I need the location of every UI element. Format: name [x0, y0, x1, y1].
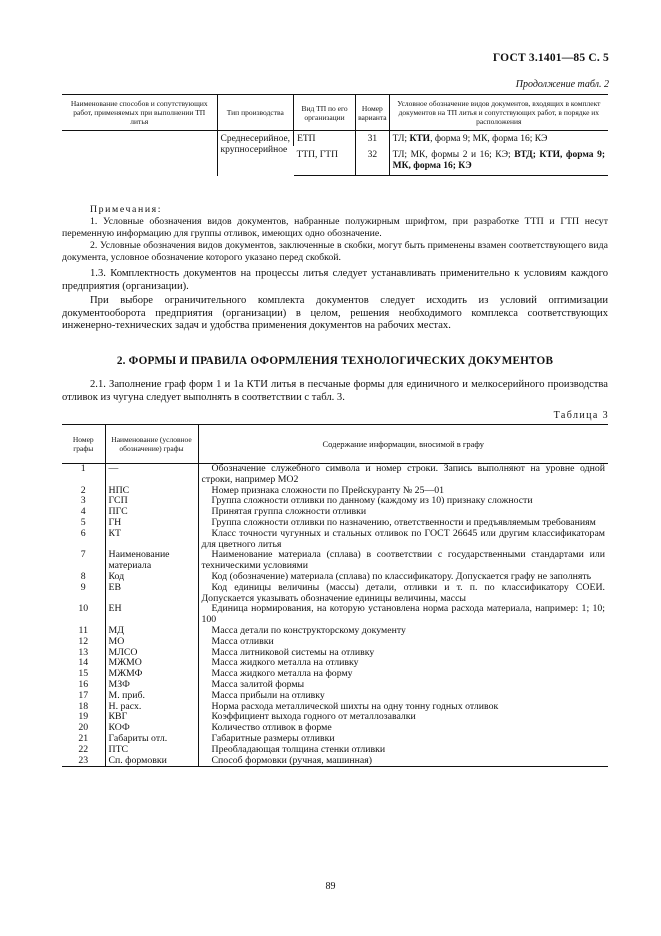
- table-3-cell-name: ГН: [105, 518, 198, 529]
- table-3-cell-name: ПТС: [105, 745, 198, 756]
- docs-bold: ВТД; КТИ, форма 9; МК, форма 16; КЭ: [392, 150, 605, 171]
- table-3-cell-content: Норма расхода металлической шихты на одну тонну годных отливок: [198, 702, 608, 713]
- docs-bold: КТИ: [409, 134, 431, 144]
- docs-regular: ТЛ; МК, формы 2 и 16; КЭ;: [392, 150, 515, 160]
- notes-block: [62, 204, 608, 264]
- table-3-cell-number: 15: [78, 668, 89, 680]
- table-3-cell-number: 4: [80, 506, 86, 518]
- table-row: [62, 691, 608, 702]
- table-3-cell-number: 20: [78, 722, 89, 734]
- table-3-cell-name: КВГ: [105, 712, 198, 723]
- table-3-cell-content: Масса отливки: [198, 637, 608, 648]
- table-3-cell-name: КОФ: [105, 723, 198, 734]
- table-3-cell-content: Обозначение служебного символа и номер строки. Запись выполняют на уровне одной строки, например МО2: [198, 464, 608, 486]
- table-3-cell-number: 21: [78, 732, 89, 744]
- table-3-cell-content: Группа сложности отливки по назначению, ответственности и предъявляемым требованиям: [198, 518, 608, 529]
- table-3-cell-number: 23: [62, 756, 105, 767]
- table-2-header-tp-type: Вид ТП по его организации: [294, 95, 356, 131]
- table-3-cell-content: Номер признака сложности по Прейскуранту № 25—01: [198, 486, 608, 497]
- paragraph-2-1: 2.1. Заполнение граф форм 1 и 1а КТИ литья в песчаные формы для единичного и мелкосерийного производства отливок из чугуна следует выполнять в соответствии с табл. 3.: [62, 379, 608, 403]
- table-3-cell-name: МЛСО: [105, 648, 198, 659]
- paragraph-1-3: 1.3. Комплектность документов на процессы литья следует устанавливать применительно к условиям каждого предприятия (организации).: [62, 268, 608, 292]
- table-2-continuation: [62, 94, 608, 176]
- table-3-cell-content: Масса литниковой системы на отливку: [198, 648, 608, 659]
- table-row: [62, 745, 608, 756]
- page-number: 89: [325, 881, 336, 892]
- table-3-cell-name: М. приб.: [105, 691, 198, 702]
- table-3-cell-number: 6: [80, 527, 86, 539]
- table-3-cell-content: Масса детали по конструкторскому документу: [198, 626, 608, 637]
- table-3-cell-number: 13: [78, 646, 89, 658]
- table-3-header-name: Наименование (условное обозначение) графы: [105, 425, 198, 464]
- table-3-cell-number: 11: [78, 624, 88, 636]
- table-row: [62, 583, 608, 605]
- table-3-cell-number: 9: [80, 581, 86, 593]
- table-row: [62, 529, 608, 551]
- table-3-cell-name: Наименование материала: [105, 550, 198, 572]
- table-3-cell-name: ГСП: [105, 496, 198, 507]
- table-row: [62, 550, 608, 572]
- table-row: [62, 756, 608, 767]
- table-row: [62, 131, 608, 147]
- table-3-header-number: Номер графы: [62, 425, 105, 464]
- table-3-cell-content: Код единицы величины (массы) детали, отливки и т. п. по классификатору СОЕИ. Допускается указывать обозначение единицы величины, массы: [198, 583, 608, 605]
- table-3-cell-content: Принятая группа сложности отливки: [198, 507, 608, 518]
- table-2-tp-type: ЕТП: [294, 131, 356, 147]
- table-3-header-row: [62, 425, 608, 464]
- section-title: 2. ФОРМЫ И ПРАВИЛА ОФОРМЛЕНИЯ ТЕХНОЛОГИЧЕСКИХ ДОКУМЕНТОВ: [116, 355, 554, 367]
- table-2-method-cell: [62, 131, 217, 176]
- table-3-cell-content: Способ формовки (ручная, машинная): [198, 756, 608, 767]
- table-3-cell-content: Код (обозначение) материала (сплава) по классификатору. Допускается графу не заполнять: [198, 572, 608, 583]
- table-3-cell-name: НПС: [105, 486, 198, 497]
- table-3-cell-content: Масса жидкого металла на форму: [198, 669, 608, 680]
- note-item: 1. Условные обозначения видов документов, набранные полужирным шрифтом, при разработке ТТП и ГТП несут переменную информацию для группы отливок, имеющих одно обозначение.: [62, 216, 608, 239]
- table-3-cell-number: 22: [78, 743, 89, 755]
- table-2-header-docs: Условное обозначение видов документов, входящих в комплект документов на ТП литья и сопутствующих работ, в порядке их расположения: [389, 95, 608, 131]
- table-3-cell-number: 5: [80, 516, 86, 528]
- table-3-cell-name: МЖМО: [105, 658, 198, 669]
- table-3-cell-content: Масса прибыли на отливку: [198, 691, 608, 702]
- table-2-header-variant: Номер варианта: [356, 95, 390, 131]
- table-3-cell-number: 17: [78, 689, 89, 701]
- table-2-variant: 32: [356, 146, 390, 176]
- table-3-cell-name: Сп. формовки: [105, 756, 198, 767]
- docs-tail: , форма 9; МК, форма 16; КЭ: [430, 134, 548, 144]
- table-3-cell-number: 10: [78, 603, 89, 615]
- table-3-label: Таблица 3: [553, 410, 609, 421]
- table-2-header-method: Наименование способов и сопутствующих работ, применяемых при выполнении ТП литья: [62, 95, 217, 131]
- notes-title: Примечания:: [90, 204, 163, 215]
- table-3-cell-name: МД: [105, 626, 198, 637]
- table-3-cell-content: Масса жидкого металла на отливку: [198, 658, 608, 669]
- table-2-header-row: [62, 95, 608, 131]
- table-3: [62, 424, 608, 767]
- table-3-cell-name: Габариты отл.: [105, 734, 198, 745]
- table-3-cell-name: МЖМФ: [105, 669, 198, 680]
- table-3-cell-number: 2: [80, 484, 86, 496]
- table-3-cell-number: 19: [78, 711, 89, 723]
- table-3-cell-content: Преобладающая толщина стенки отливки: [198, 745, 608, 756]
- table-3-cell-name: ЕН: [105, 604, 198, 626]
- table-3-cell-number: 7: [80, 549, 86, 561]
- table-3-cell-name: Код: [105, 572, 198, 583]
- table-3-cell-content: Наименование материала (сплава) в соответствии с государственными стандартами или техническими условиями: [198, 550, 608, 572]
- table-row: [62, 637, 608, 648]
- table-3-cell-number: 14: [78, 657, 89, 669]
- table-row: [62, 604, 608, 626]
- table-3-cell-content: Количество отливок в форме: [198, 723, 608, 734]
- table-3-cell-number: 12: [78, 635, 89, 647]
- note-item: 2. Условные обозначения видов документов, заключенные в скобки, могут быть применены взамен соответствующего вида документа, условное обозначение которого указано перед скобкой.: [62, 240, 608, 263]
- table-3-cell-number: 16: [78, 678, 89, 690]
- table-3-cell-number: 18: [78, 700, 89, 712]
- table-2-docs: [389, 131, 608, 147]
- docs-regular: ТЛ;: [392, 134, 410, 144]
- table-row: [62, 626, 608, 637]
- table-2-production-type: Среднесерийное, крупносерийное: [217, 131, 294, 176]
- table-3-cell-content: Группа сложности отливки по данному (каждому из 10) признаку сложности: [198, 496, 608, 507]
- table-3-cell-number: 3: [80, 495, 86, 507]
- table-3-cell-content: Коэффициент выхода годного от металлозавалки: [198, 712, 608, 723]
- table-3-header-content: Содержание информации, вносимой в графу: [198, 425, 608, 464]
- table-3-cell-content: Масса залитой формы: [198, 680, 608, 691]
- table-row: [62, 464, 608, 486]
- table-row: [62, 712, 608, 723]
- table-3-cell-number: 1: [80, 463, 86, 474]
- table-3-cell-name: Н. расх.: [105, 702, 198, 713]
- table-continuation-label: Продолжение табл. 2: [515, 79, 609, 90]
- table-3-cell-name: МО: [105, 637, 198, 648]
- table-3-cell-content: Единица нормирования, на которую установлена норма расхода материала, например: 1; 10; 100: [198, 604, 608, 626]
- standard-code: ГОСТ 3.1401—85 С. 5: [492, 52, 609, 64]
- table-3-cell-content: Габаритные размеры отливки: [198, 734, 608, 745]
- table-3-cell-name: ЕВ: [105, 583, 198, 605]
- table-3-cell-name: —: [105, 464, 198, 486]
- table-2-tp-type: ТТП, ГТП: [294, 146, 356, 176]
- table-3-cell-name: МЗФ: [105, 680, 198, 691]
- table-3-cell-name: КТ: [105, 529, 198, 551]
- table-3-cell-name: ПГС: [105, 507, 198, 518]
- table-3-cell-number: 8: [80, 570, 86, 582]
- paragraph-choice: При выборе ограничительного комплекта документов следует исходить из условий оптимизации документооборота предприятия (организации) в целом, решения необходимого комплекса соответствующих инженерно-технических задач и удобства применения документов на рабочих местах.: [62, 295, 608, 331]
- table-2-docs: [389, 146, 608, 176]
- table-2-header-production-type: Тип производства: [217, 95, 294, 131]
- table-2-variant: 31: [356, 131, 390, 147]
- table-row: [62, 669, 608, 680]
- table-3-body: [62, 464, 608, 767]
- table-3-cell-content: Класс точности чугунных и стальных отливок по ГОСТ 26645 или другим классификаторам для цветного литья: [198, 529, 608, 551]
